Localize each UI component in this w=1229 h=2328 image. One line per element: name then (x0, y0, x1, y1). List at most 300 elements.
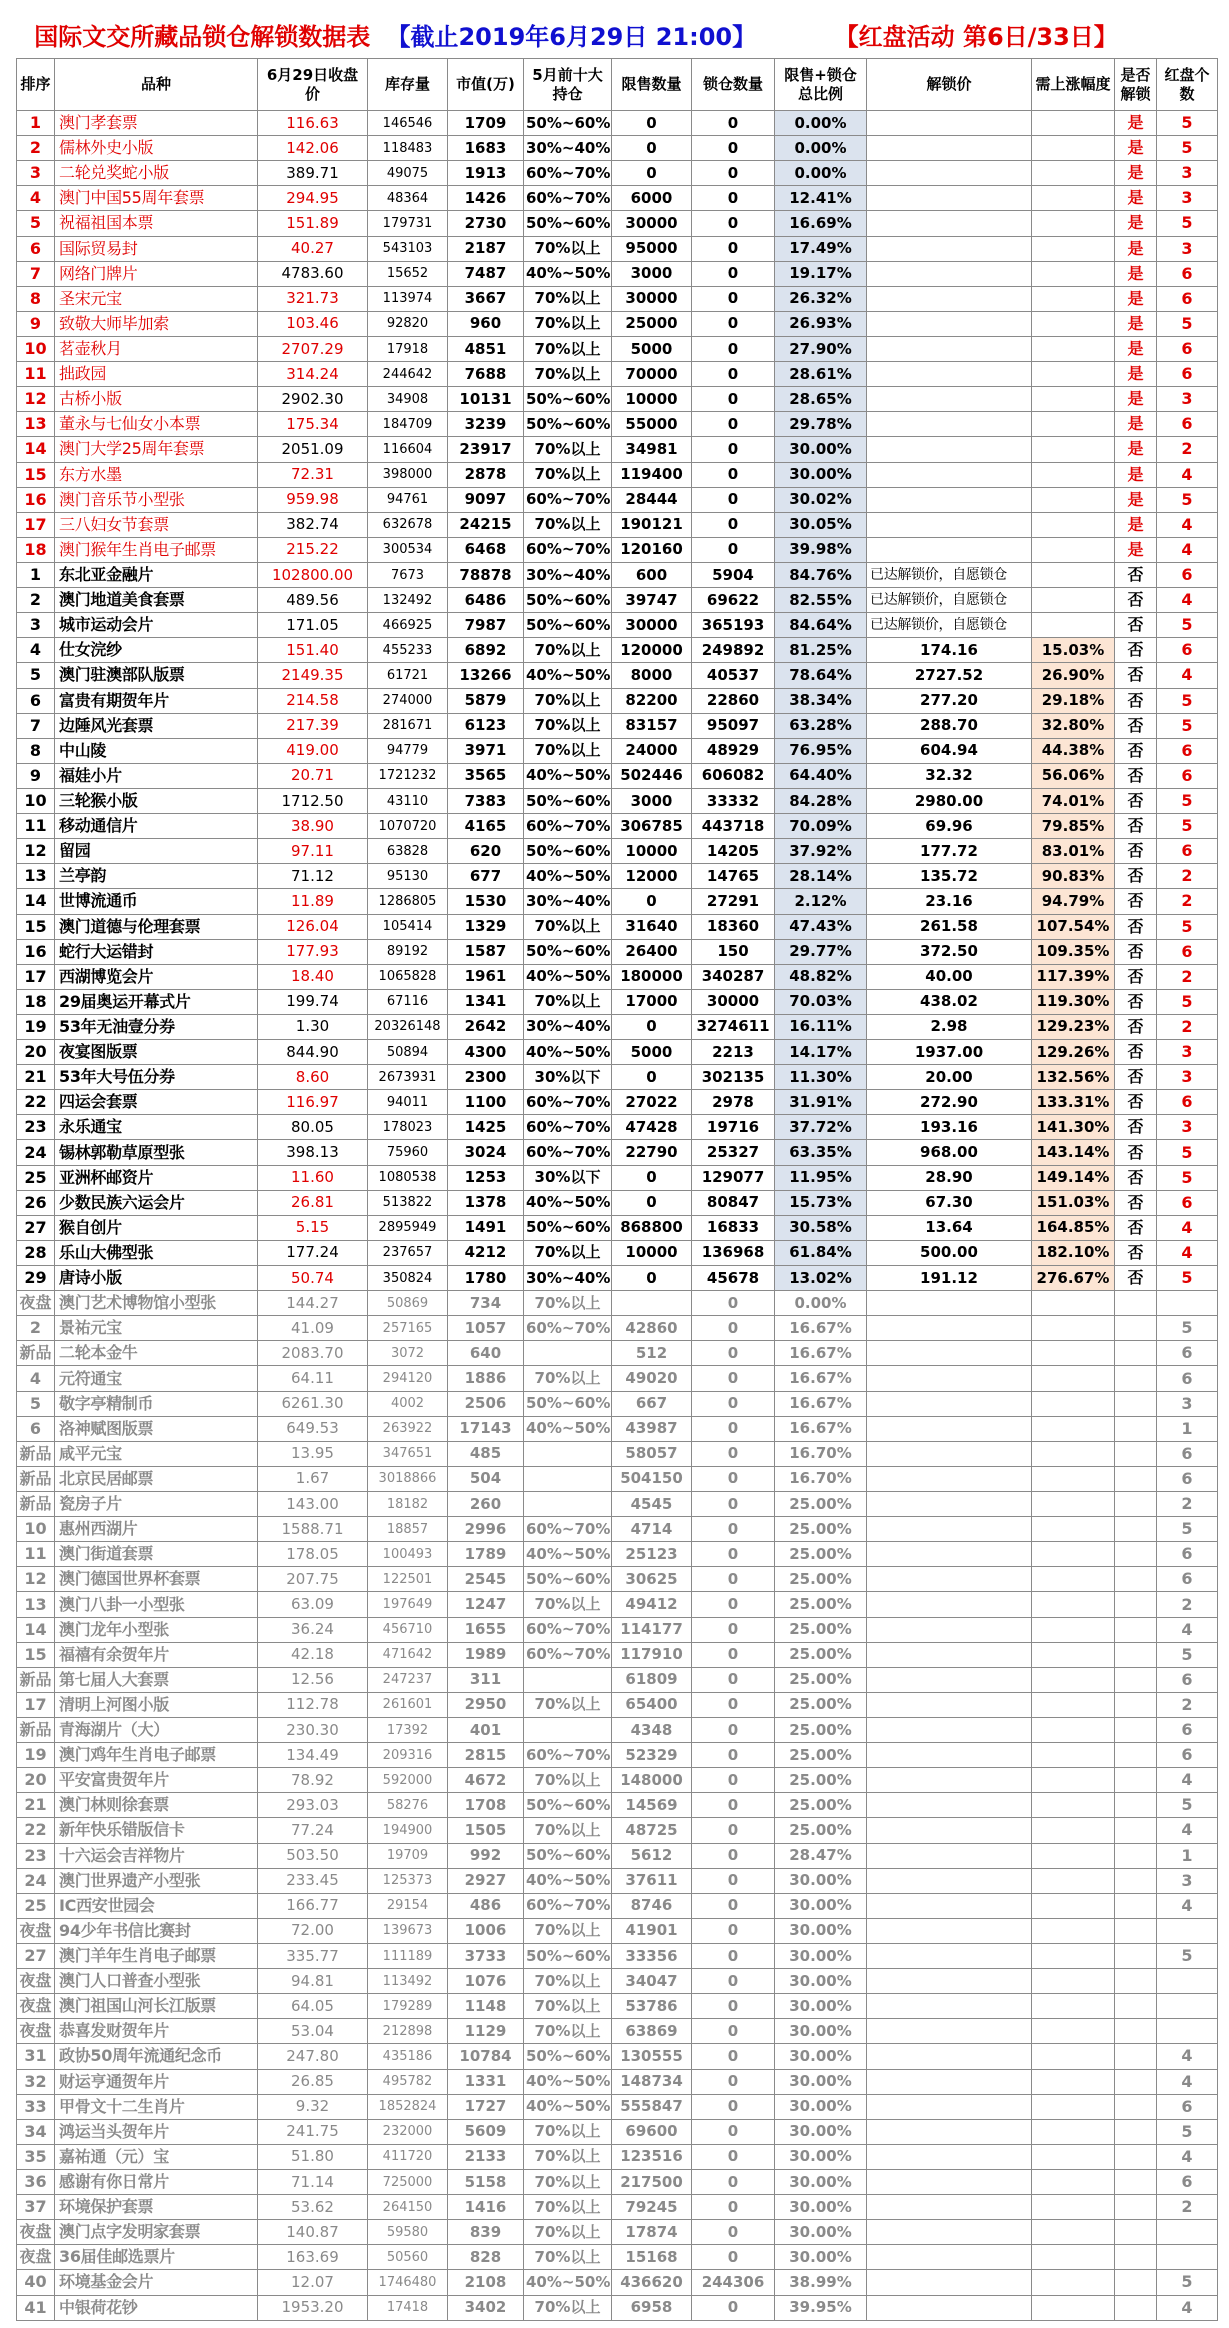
cell-unlocked (1115, 2119, 1157, 2144)
cell-top10-holding: 50%~60% (524, 588, 612, 613)
table-row (17, 1642, 1218, 1667)
cell-market-value: 3733 (448, 1943, 524, 1968)
cell-rise-needed (1032, 362, 1115, 387)
cell-lock-ratio: 38.34% (775, 688, 867, 713)
cell-stock: 232000 (368, 2119, 448, 2144)
cell-lock-ratio: 30.00% (775, 2069, 867, 2094)
col-header: 5月前十大持仓 (524, 59, 612, 111)
cell-unlocked: 否 (1115, 638, 1157, 663)
cell-restricted-qty: 0 (612, 1165, 692, 1190)
cell-name: 澳门祖国山河长江版票 (55, 1994, 258, 2019)
cell-restricted-qty: 30000 (612, 613, 692, 638)
cell-close-price: 151.89 (258, 211, 368, 236)
cell-unlock-price (867, 537, 1032, 562)
cell-red-count: 2 (1157, 1692, 1218, 1717)
cell-close-price: 53.62 (258, 2195, 368, 2220)
cell-locked-qty: 0 (692, 362, 775, 387)
cell-restricted-qty: 58057 (612, 1441, 692, 1466)
cell-stock: 179731 (368, 211, 448, 236)
cell-restricted-qty: 4714 (612, 1517, 692, 1542)
cell-rise-needed (1032, 1969, 1115, 1994)
cell-red-count: 6 (1157, 638, 1218, 663)
cell-rank: 新品 (17, 1667, 55, 1692)
cell-top10-holding: 30%以下 (524, 1065, 612, 1090)
cell-rank: 14 (17, 889, 55, 914)
cell-locked-qty: 340287 (692, 964, 775, 989)
cell-top10-holding: 60%~70% (524, 1140, 612, 1165)
cell-rank: 24 (17, 1140, 55, 1165)
cell-stock: 113974 (368, 286, 448, 311)
table-row (17, 1391, 1218, 1416)
table-row (17, 1994, 1218, 2019)
cell-name: 敬字亭精制币 (55, 1391, 258, 1416)
cell-rank: 24 (17, 1868, 55, 1893)
cell-unlock-price (867, 2094, 1032, 2119)
cell-close-price: 171.05 (258, 613, 368, 638)
cell-top10-holding: 70%以上 (524, 311, 612, 336)
cell-unlocked: 是 (1115, 261, 1157, 286)
cell-top10-holding: 70%以上 (524, 1692, 612, 1717)
cell-locked-qty: 0 (692, 186, 775, 211)
cell-close-price: 140.87 (258, 2220, 368, 2245)
cell-market-value: 1780 (448, 1266, 524, 1291)
cell-red-count: 5 (1157, 688, 1218, 713)
table-row (17, 2069, 1218, 2094)
cell-restricted-qty: 70000 (612, 362, 692, 387)
cell-locked-qty: 14205 (692, 839, 775, 864)
cell-rise-needed (1032, 2270, 1115, 2295)
col-header: 市值(万) (448, 59, 524, 111)
table-row (17, 1768, 1218, 1793)
cell-unlock-price (867, 2245, 1032, 2270)
table-row (17, 512, 1218, 537)
cell-locked-qty: 2978 (692, 1090, 775, 1115)
cell-rise-needed (1032, 1743, 1115, 1768)
cell-unlock-price (867, 462, 1032, 487)
cell-rank: 36 (17, 2169, 55, 2194)
cell-rank: 25 (17, 1165, 55, 1190)
cell-unlocked: 否 (1115, 788, 1157, 813)
cell-rise-needed (1032, 2144, 1115, 2169)
cell-red-count: 5 (1157, 989, 1218, 1014)
cell-close-price: 6261.30 (258, 1391, 368, 1416)
cell-locked-qty: 0 (692, 1818, 775, 1843)
cell-restricted-qty: 61809 (612, 1667, 692, 1692)
cell-name: 36届佳邮选票片 (55, 2245, 258, 2270)
cell-unlocked: 否 (1115, 1140, 1157, 1165)
cell-lock-ratio: 29.78% (775, 412, 867, 437)
cell-locked-qty: 27291 (692, 889, 775, 914)
cell-stock: 281671 (368, 713, 448, 738)
cell-stock: 261601 (368, 1692, 448, 1717)
cell-unlocked (1115, 1416, 1157, 1441)
cell-unlocked: 是 (1115, 236, 1157, 261)
cell-locked-qty: 443718 (692, 814, 775, 839)
cell-rise-needed: 182.10% (1032, 1240, 1115, 1265)
cell-close-price: 503.50 (258, 1843, 368, 1868)
cell-red-count: 6 (1157, 336, 1218, 361)
cell-rise-needed (1032, 1416, 1115, 1441)
table-row (17, 2019, 1218, 2044)
cell-name: 福娃小片 (55, 763, 258, 788)
cell-rise-needed (1032, 1391, 1115, 1416)
cell-close-price: 78.92 (258, 1768, 368, 1793)
cell-market-value: 1655 (448, 1617, 524, 1642)
table-row (17, 1868, 1218, 1893)
cell-rank: 17 (17, 964, 55, 989)
table-row (17, 2220, 1218, 2245)
cell-name: 董永与七仙女小本票 (55, 412, 258, 437)
cell-name: 元符通宝 (55, 1366, 258, 1391)
cell-restricted-qty: 52329 (612, 1743, 692, 1768)
cell-name: 澳门猴年生肖电子邮票 (55, 537, 258, 562)
cell-unlock-price (867, 236, 1032, 261)
cell-name: 亚洲杯邮资片 (55, 1165, 258, 1190)
cell-name: 中银荷花钞 (55, 2295, 258, 2320)
cell-red-count: 4 (1157, 2044, 1218, 2069)
cell-close-price: 50.74 (258, 1266, 368, 1291)
cell-rise-needed: 56.06% (1032, 763, 1115, 788)
cell-unlocked (1115, 1793, 1157, 1818)
cell-market-value: 828 (448, 2245, 524, 2270)
cell-restricted-qty: 436620 (612, 2270, 692, 2295)
cell-locked-qty: 48929 (692, 738, 775, 763)
cell-locked-qty: 0 (692, 2220, 775, 2245)
cell-rank: 18 (17, 989, 55, 1014)
cell-market-value: 1708 (448, 1793, 524, 1818)
cell-restricted-qty: 53786 (612, 1994, 692, 2019)
col-header: 排序 (17, 59, 55, 111)
cell-rank: 新品 (17, 1492, 55, 1517)
cell-market-value: 1129 (448, 2019, 524, 2044)
cell-locked-qty: 0 (692, 1667, 775, 1692)
cell-rise-needed (1032, 1617, 1115, 1642)
table-row (17, 311, 1218, 336)
table-row (17, 1190, 1218, 1215)
cell-red-count: 5 (1157, 1943, 1218, 1968)
cell-rise-needed (1032, 1692, 1115, 1717)
cell-name: 澳门大学25周年套票 (55, 437, 258, 462)
cell-locked-qty: 0 (692, 2295, 775, 2320)
cell-rank: 14 (17, 1617, 55, 1642)
cell-red-count: 2 (1157, 1592, 1218, 1617)
cell-top10-holding: 70%以上 (524, 1366, 612, 1391)
cell-restricted-qty: 10000 (612, 387, 692, 412)
cell-market-value: 4672 (448, 1768, 524, 1793)
cell-unlocked: 是 (1115, 111, 1157, 136)
cell-unlock-price: 604.94 (867, 738, 1032, 763)
cell-rise-needed (1032, 1441, 1115, 1466)
cell-unlocked (1115, 1316, 1157, 1341)
cell-red-count (1157, 2019, 1218, 2044)
cell-unlock-price (867, 311, 1032, 336)
cell-restricted-qty: 25000 (612, 311, 692, 336)
cell-red-count: 5 (1157, 1165, 1218, 1190)
cell-stock: 1070720 (368, 814, 448, 839)
table-row (17, 588, 1218, 613)
cell-unlocked: 否 (1115, 763, 1157, 788)
cell-rise-needed: 90.83% (1032, 864, 1115, 889)
cell-restricted-qty: 41901 (612, 1918, 692, 1943)
cell-unlocked: 否 (1115, 939, 1157, 964)
cell-rank: 夜盘 (17, 2245, 55, 2270)
cell-unlocked (1115, 1969, 1157, 1994)
cell-unlocked (1115, 2019, 1157, 2044)
cell-top10-holding: 40%~50% (524, 1040, 612, 1065)
cell-rise-needed (1032, 161, 1115, 186)
cell-top10-holding: 70%以上 (524, 2295, 612, 2320)
cell-market-value: 2545 (448, 1567, 524, 1592)
cell-restricted-qty: 17000 (612, 989, 692, 1014)
cell-locked-qty: 0 (692, 1918, 775, 1943)
cell-locked-qty: 0 (692, 311, 775, 336)
table-row (17, 1014, 1218, 1039)
cell-rise-needed (1032, 1768, 1115, 1793)
cell-name: 茗壶秋月 (55, 336, 258, 361)
cell-unlocked: 否 (1115, 613, 1157, 638)
cell-unlock-price (867, 387, 1032, 412)
cell-close-price: 2149.35 (258, 663, 368, 688)
cell-red-count: 5 (1157, 2270, 1218, 2295)
cell-market-value: 23917 (448, 437, 524, 462)
cell-name: 第七届人大套票 (55, 1667, 258, 1692)
title-activity: 【红盘活动 第6日/33日】 (834, 22, 1118, 51)
cell-red-count: 6 (1157, 1718, 1218, 1743)
cell-unlock-price (867, 261, 1032, 286)
cell-close-price: 2707.29 (258, 336, 368, 361)
cell-unlock-price: 32.32 (867, 763, 1032, 788)
cell-stock: 92820 (368, 311, 448, 336)
cell-stock: 122501 (368, 1567, 448, 1592)
cell-lock-ratio: 39.95% (775, 2295, 867, 2320)
cell-market-value: 7487 (448, 261, 524, 286)
table-row (17, 738, 1218, 763)
cell-red-count: 5 (1157, 311, 1218, 336)
cell-close-price: 18.40 (258, 964, 368, 989)
cell-unlock-price (867, 1592, 1032, 1617)
cell-restricted-qty: 31640 (612, 914, 692, 939)
table-row (17, 613, 1218, 638)
cell-close-price: 389.71 (258, 161, 368, 186)
cell-unlock-price: 2980.00 (867, 788, 1032, 813)
table-row (17, 1341, 1218, 1366)
cell-unlock-price (867, 1466, 1032, 1491)
cell-unlock-price: 288.70 (867, 713, 1032, 738)
cell-rise-needed: 15.03% (1032, 638, 1115, 663)
cell-close-price: 959.98 (258, 487, 368, 512)
cell-unlocked: 否 (1115, 1115, 1157, 1140)
cell-market-value: 1331 (448, 2069, 524, 2094)
cell-top10-holding: 50%~60% (524, 788, 612, 813)
cell-name: 二轮本金牛 (55, 1341, 258, 1366)
cell-unlocked (1115, 1517, 1157, 1542)
cell-unlocked (1115, 2220, 1157, 2245)
cell-market-value: 10784 (448, 2044, 524, 2069)
cell-top10-holding: 70%以上 (524, 2195, 612, 2220)
cell-top10-holding: 60%~70% (524, 487, 612, 512)
cell-locked-qty: 244306 (692, 2270, 775, 2295)
cell-market-value: 839 (448, 2220, 524, 2245)
cell-unlocked: 否 (1115, 688, 1157, 713)
cell-rank: 7 (17, 261, 55, 286)
cell-close-price: 314.24 (258, 362, 368, 387)
cell-locked-qty: 0 (692, 211, 775, 236)
cell-market-value: 1416 (448, 2195, 524, 2220)
cell-rank: 10 (17, 1517, 55, 1542)
cell-locked-qty: 0 (692, 2195, 775, 2220)
cell-lock-ratio: 25.00% (775, 1617, 867, 1642)
cell-top10-holding: 50%~60% (524, 2044, 612, 2069)
table-row (17, 1793, 1218, 1818)
table-row (17, 1466, 1218, 1491)
cell-market-value: 2950 (448, 1692, 524, 1717)
cell-lock-ratio: 0.00% (775, 1291, 867, 1316)
cell-restricted-qty: 22790 (612, 1140, 692, 1165)
cell-top10-holding: 60%~70% (524, 1893, 612, 1918)
table-row (17, 562, 1218, 587)
cell-locked-qty: 0 (692, 261, 775, 286)
cell-name: 环境基金会片 (55, 2270, 258, 2295)
cell-top10-holding: 60%~70% (524, 1090, 612, 1115)
cell-red-count: 6 (1157, 1090, 1218, 1115)
cell-top10-holding: 50%~60% (524, 939, 612, 964)
table-row (17, 1240, 1218, 1265)
cell-rank: 15 (17, 1642, 55, 1667)
cell-lock-ratio: 25.00% (775, 1542, 867, 1567)
cell-market-value: 5158 (448, 2169, 524, 2194)
cell-rise-needed: 149.14% (1032, 1165, 1115, 1190)
col-header: 限售数量 (612, 59, 692, 111)
cell-red-count: 3 (1157, 1040, 1218, 1065)
cell-top10-holding: 30%~40% (524, 136, 612, 161)
cell-rank: 20 (17, 1768, 55, 1793)
table-row (17, 1416, 1218, 1441)
cell-stock: 50894 (368, 1040, 448, 1065)
cell-close-price: 163.69 (258, 2245, 368, 2270)
cell-rise-needed (1032, 1893, 1115, 1918)
cell-lock-ratio: 30.00% (775, 1969, 867, 1994)
table-row (17, 261, 1218, 286)
cell-red-count: 3 (1157, 236, 1218, 261)
cell-stock: 456710 (368, 1617, 448, 1642)
cell-close-price: 398.13 (258, 1140, 368, 1165)
cell-locked-qty: 0 (692, 412, 775, 437)
cell-name: 澳门德国世界杯套票 (55, 1567, 258, 1592)
cell-restricted-qty: 28444 (612, 487, 692, 512)
cell-rise-needed (1032, 1316, 1115, 1341)
cell-stock: 105414 (368, 914, 448, 939)
cell-market-value: 992 (448, 1843, 524, 1868)
cell-market-value: 10131 (448, 387, 524, 412)
cell-close-price: 175.34 (258, 412, 368, 437)
cell-market-value: 4851 (448, 336, 524, 361)
cell-rank: 15 (17, 914, 55, 939)
cell-unlocked: 是 (1115, 387, 1157, 412)
table-row (17, 362, 1218, 387)
cell-unlocked (1115, 1567, 1157, 1592)
table-row (17, 1441, 1218, 1466)
cell-red-count: 6 (1157, 839, 1218, 864)
cell-stock: 59580 (368, 2220, 448, 2245)
cell-rise-needed (1032, 2094, 1115, 2119)
cell-unlock-price (867, 1667, 1032, 1692)
cell-stock: 632678 (368, 512, 448, 537)
cell-name: 世博流通币 (55, 889, 258, 914)
cell-stock: 592000 (368, 1768, 448, 1793)
cell-unlock-price (867, 1567, 1032, 1592)
cell-rise-needed (1032, 437, 1115, 462)
cell-lock-ratio: 0.00% (775, 136, 867, 161)
cell-rank: 2 (17, 1316, 55, 1341)
cell-unlocked: 否 (1115, 738, 1157, 763)
cell-locked-qty: 0 (692, 1441, 775, 1466)
table-row (17, 713, 1218, 738)
cell-close-price: 419.00 (258, 738, 368, 763)
cell-rise-needed: 94.79% (1032, 889, 1115, 914)
col-header: 解锁价 (867, 59, 1032, 111)
cell-lock-ratio: 0.00% (775, 111, 867, 136)
cell-close-price: 166.77 (258, 1893, 368, 1918)
cell-stock: 3072 (368, 1341, 448, 1366)
cell-market-value: 1006 (448, 1918, 524, 1943)
cell-top10-holding (524, 1466, 612, 1491)
cell-unlocked: 否 (1115, 964, 1157, 989)
cell-market-value: 1709 (448, 111, 524, 136)
cell-rise-needed (1032, 2119, 1115, 2144)
cell-restricted-qty: 3000 (612, 261, 692, 286)
cell-market-value: 620 (448, 839, 524, 864)
cell-top10-holding: 60%~70% (524, 186, 612, 211)
cell-market-value: 486 (448, 1893, 524, 1918)
cell-stock: 116604 (368, 437, 448, 462)
cell-rise-needed (1032, 236, 1115, 261)
cell-top10-holding: 40%~50% (524, 964, 612, 989)
cell-locked-qty: 0 (692, 1642, 775, 1667)
cell-unlocked: 否 (1115, 864, 1157, 889)
cell-red-count: 6 (1157, 362, 1218, 387)
cell-name: 夜宴图版票 (55, 1040, 258, 1065)
table-row (17, 2044, 1218, 2069)
cell-top10-holding: 50%~60% (524, 613, 612, 638)
cell-rank: 4 (17, 638, 55, 663)
cell-rank: 14 (17, 437, 55, 462)
cell-close-price: 1.30 (258, 1014, 368, 1039)
cell-restricted-qty: 120000 (612, 638, 692, 663)
cell-rank: 4 (17, 186, 55, 211)
cell-rank: 8 (17, 738, 55, 763)
cell-market-value: 1961 (448, 964, 524, 989)
cell-name: 53年大号伍分券 (55, 1065, 258, 1090)
cell-rise-needed (1032, 1642, 1115, 1667)
cell-top10-holding: 40%~50% (524, 2094, 612, 2119)
cell-rise-needed (1032, 311, 1115, 336)
cell-market-value: 7987 (448, 613, 524, 638)
cell-name: 仕女浣纱 (55, 638, 258, 663)
cell-rise-needed (1032, 1592, 1115, 1617)
cell-red-count: 6 (1157, 939, 1218, 964)
col-header: 锁仓数量 (692, 59, 775, 111)
cell-restricted-qty: 24000 (612, 738, 692, 763)
cell-name: 三轮猴小版 (55, 788, 258, 813)
cell-restricted-qty: 3000 (612, 788, 692, 813)
cell-lock-ratio: 27.90% (775, 336, 867, 361)
table-row (17, 2245, 1218, 2270)
cell-unlocked: 否 (1115, 814, 1157, 839)
cell-locked-qty: 0 (692, 1466, 775, 1491)
cell-rank: 5 (17, 663, 55, 688)
cell-red-count: 4 (1157, 462, 1218, 487)
cell-restricted-qty: 30000 (612, 211, 692, 236)
